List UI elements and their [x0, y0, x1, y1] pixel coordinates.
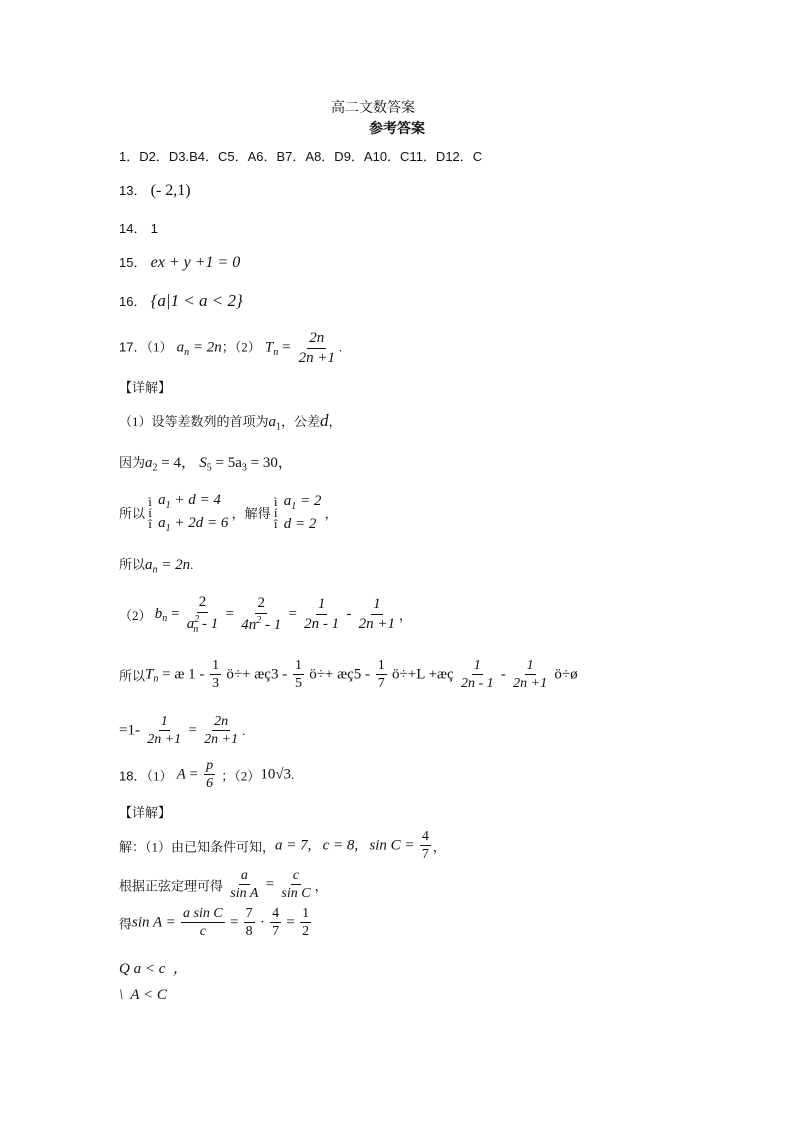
math-expr: =1- [119, 722, 140, 739]
solution-line-11: Q a < c ， [119, 961, 188, 977]
solution-line-7 [119, 714, 245, 748]
fraction: $\frac{4}{7}$ [421, 829, 429, 863]
math-expr: = 2n [157, 557, 191, 573]
solution-line-4: 所以$a_n = 2n$. [119, 557, 194, 576]
math-op: = [229, 914, 239, 931]
math-var: A [176, 766, 186, 783]
math-expr: 3 [270, 666, 279, 683]
fraction: $\frac{1}{2n - 1}$ [304, 596, 340, 632]
punct: . [190, 557, 194, 572]
math-var: S [199, 455, 207, 471]
text: ，解得 [231, 506, 271, 521]
solution-line-12: \ A < C [119, 987, 167, 1003]
math-op: = [265, 876, 275, 893]
question-number: 13． [119, 183, 147, 198]
math-expr: = [278, 339, 291, 356]
answer-17: 17．（1） $a_n = 2n$；（2） $T_n$ = $\frac{2n}{2n +1}$ . [119, 330, 343, 366]
text: 所以 [119, 668, 146, 684]
math-op: = [286, 914, 295, 931]
fraction: $\frac{2}{a^2_n - 1}$ [186, 594, 219, 635]
fraction: $\frac{1}{2n +1}$ [147, 714, 182, 748]
answer-expression: 1 [150, 221, 158, 236]
question-number: 17． [119, 339, 147, 355]
fraction: $\frac{2n}{2n +1}$ [298, 330, 335, 366]
math-expr: - [278, 666, 291, 683]
solution-line-5: （2） $b_n$ = $\frac{2}{a^2_n - 1}$ = $\frac{2}{4n^2 - 1}$ = $\frac{1}{2n - 1}$ - $\frac{1}{2n +1}$ ， [119, 594, 413, 635]
answer-14 [119, 218, 158, 237]
math-glyphs: ö÷+L +æç [392, 666, 454, 683]
fraction: $\frac{2}{4n^2 - 1}$ [241, 595, 282, 633]
part-label: （2） [119, 607, 152, 623]
fraction: $\frac{\text{a sin C}}{c}$ [183, 906, 223, 940]
fraction: $\frac{4}{7}$ [272, 906, 280, 940]
math-expr: = 30， [246, 455, 293, 471]
math-var: a [268, 414, 277, 430]
text: ，公差 [281, 414, 321, 429]
punct: ， [432, 839, 446, 855]
answer-expression: ex + y +1 = 0 [150, 254, 241, 271]
question-number: 18． [119, 768, 147, 784]
part-separator: ；（2） [221, 339, 261, 355]
fraction: $\frac{c}{\text{sin C}}$ [281, 868, 311, 902]
text: 得 [119, 916, 133, 932]
punct: ， [399, 607, 413, 623]
answer-15 [119, 252, 240, 272]
text: 所以 [119, 557, 146, 572]
math-expr: a = 7, c = 8, sin C = [275, 837, 415, 854]
text: ， [328, 414, 342, 429]
solution-line-8 [119, 829, 446, 863]
text: 根据正弦定理可得 [119, 878, 224, 894]
brace-glyph: ì í î [148, 493, 152, 532]
math-var: b [154, 605, 163, 622]
punct: . [242, 722, 246, 738]
equation-system-1: $a_1 + d = 4$ $a_1 + 2d = 6$ [158, 492, 229, 534]
answer-13 [119, 180, 191, 200]
part-label: （1） [146, 768, 173, 784]
document-subtitle: 参考答案 [369, 122, 425, 137]
math-op: · [259, 914, 265, 931]
fraction: $\frac{1}{7}$ [377, 658, 385, 692]
answer-expression: 10√3 [260, 766, 292, 783]
fraction: $\frac{1}{5}$ [294, 658, 302, 692]
document-title: 高二文数答案 [331, 101, 415, 116]
answer-18 [119, 758, 294, 792]
math-var: d [320, 411, 329, 430]
brace-glyph: ì í î [273, 493, 278, 532]
math-glyphs: ö÷+ æç [226, 666, 271, 683]
math-expr: = [167, 605, 180, 622]
math-expr: - [361, 666, 374, 683]
text: （1）设等差数列的首项为 [119, 414, 269, 429]
text: ， [324, 506, 338, 521]
fraction: $\frac{7}{8}$ [245, 906, 253, 940]
part-label: （1） [146, 339, 173, 355]
math-var: a [176, 339, 185, 356]
text: 因为 [119, 455, 146, 470]
fraction: $\frac{1}{2n - 1}$ [460, 658, 494, 692]
math-glyphs: ö÷+ æç [309, 666, 354, 683]
math-expr: 5 [353, 666, 362, 683]
math-var: a [145, 557, 153, 573]
solution-line-1: （1）设等差数列的首项为$a_1$，公差d， [119, 411, 342, 433]
detail-label-2: 【详解】 [119, 805, 172, 820]
question-number: 15． [119, 255, 147, 270]
text: 所以 [119, 506, 146, 521]
equation-system-2: $a_1 = 2$ d = 2 [283, 493, 322, 532]
math-expr: = 5a [211, 455, 242, 471]
solution-line-2: 因为$a_2 = 4$， $S_5 = 5a_3 = 30$， [119, 455, 293, 474]
fraction: $\frac{2n}{2n +1}$ [204, 714, 239, 748]
detail-label: 【详解】 [119, 380, 172, 395]
fraction: $\frac{1}{2n +1}$ [358, 596, 396, 632]
part-separator: ；（2） [221, 768, 261, 784]
math-var: T [145, 666, 154, 683]
math-expr: = 2n [189, 339, 222, 356]
punct: . [291, 766, 295, 782]
solution-line-9 [119, 868, 328, 902]
fraction: $\frac{1}{2}$ [302, 906, 310, 940]
punct: ， [314, 878, 328, 894]
fraction: $\frac{p}{6}$ [206, 758, 214, 792]
choice-answers: 1．D2．D3.B4．C5．A6．B7．A8．D9．A10．C11．D12．C [119, 149, 483, 164]
fraction: $\frac{1}{3}$ [212, 658, 220, 692]
math-expr: = 4， [157, 455, 196, 471]
math-op: - [346, 605, 352, 622]
fraction: $\frac{1}{2n +1}$ [513, 658, 548, 692]
question-number: 16． [119, 294, 147, 309]
math-var: T [264, 339, 274, 356]
solution-line-6: 所以$T_n$ = æ 1 - $\frac{1}{3}$ ö÷+ æç3 - $\frac{1}{5}$ ö÷+ æç5 - $\frac{1}{7}$ ö÷+L +æç $\frac{1}{2n - 1}$ - $\frac{1}{2n +1}$ ö÷ø [119, 658, 578, 692]
answer-16 [119, 291, 243, 311]
question-number: 14． [119, 221, 147, 236]
math-glyphs: ö÷ø [554, 666, 578, 683]
solution-line-10 [119, 906, 313, 940]
math-expr: = æ 1 - [158, 666, 209, 683]
math-var: a [145, 455, 153, 471]
math-op: = [188, 722, 197, 739]
math-expr: sin A = [132, 914, 176, 931]
punct: . [338, 339, 343, 355]
answer-expression: {a|1 < a < 2} [150, 291, 243, 310]
math-op: = [185, 766, 199, 783]
fraction: $\frac{a}{\text{sin A}}$ [230, 868, 259, 902]
solution-line-3 [119, 490, 338, 535]
answer-expression: (- 2,1) [150, 182, 191, 199]
text: 解：（1）由已知条件可知， [119, 839, 276, 855]
